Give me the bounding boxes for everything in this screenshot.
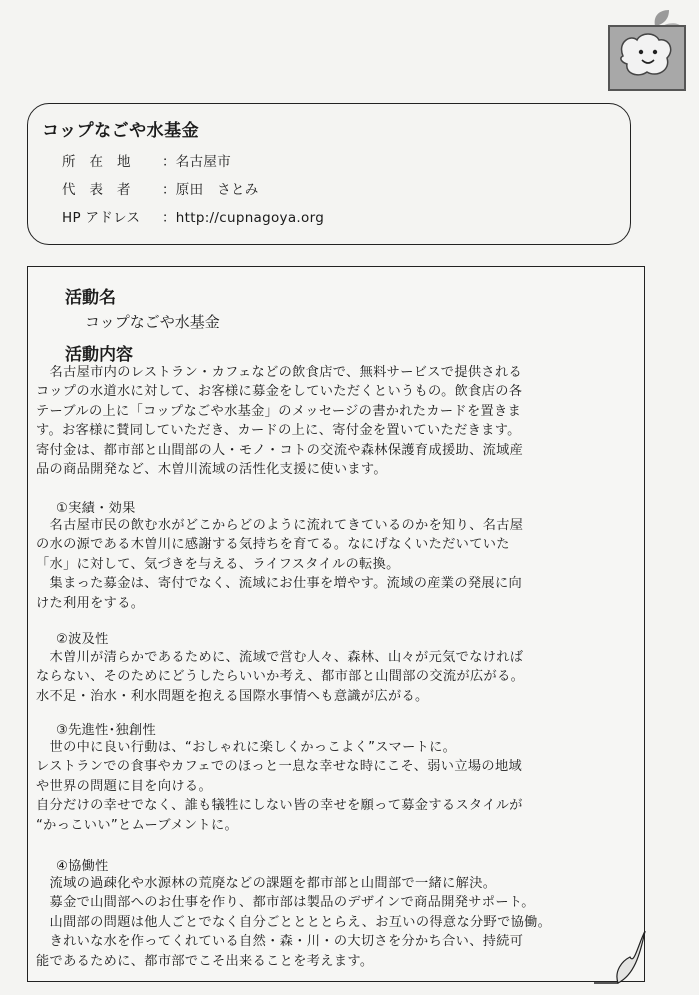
activity-name: コップなごや水基金 xyxy=(85,313,220,331)
text-line: 世の中に良い行動は、“おしゃれに楽しくかっこよく”スマートに。 xyxy=(36,740,457,755)
text-line: コップの水道水に対して、お客様に募金をしていただくというもの。飲食店の各 xyxy=(36,384,523,400)
text-line: きれいな水を作ってくれている自然・森・川・の大切さを分かち合い、持続可 xyxy=(36,934,524,950)
activity-box xyxy=(27,266,645,982)
page-curl-icon xyxy=(594,931,648,985)
text-line: 「水」に対して、気づきを与える、ライフスタイルの転換。 xyxy=(36,556,400,572)
text-line: 寄付金は、都市部と山間部の人・モノ・コトの交流や森林保護育成援助、流域産 xyxy=(36,442,524,458)
text-line: ならない、そのためにどうしたらいいか考え、都市部と山間部の交流が広がる。 xyxy=(36,669,525,685)
section-collaboration-body xyxy=(36,874,640,971)
activity-intro xyxy=(36,363,640,479)
section-collaboration-heading: ④協働性 xyxy=(56,859,109,874)
org-homepage-value: ：http://cupnagoya.org xyxy=(162,210,325,226)
text-line: 集まった募金は、寄付でなく、流域にお仕事を増やす。流域の産業の発展に向 xyxy=(36,576,523,592)
text-line: “かっこいい”とムーブメントに。 xyxy=(36,817,239,833)
activity-content-heading: 活動内容 xyxy=(65,345,133,365)
text-line: や世界の問題に目を向ける。 xyxy=(36,778,212,794)
text-line: 自分だけの幸せでなく、誰も犠牲にしない皆の幸せを願って募金するスタイルが xyxy=(36,798,523,814)
org-representative-label: 代表者 xyxy=(62,182,145,198)
text-line: テーブルの上に「コップなごや水基金」のメッセージの書かれたカードを置きま xyxy=(36,403,522,419)
section-ripple-body xyxy=(36,648,640,706)
section-originality-body xyxy=(36,738,640,835)
text-line: 水不足・治水・利水問題を抱える国際水事情へも意識が広がる。 xyxy=(36,688,429,704)
organization-info-box xyxy=(27,103,631,245)
org-address-label: 所在地 xyxy=(62,154,145,170)
text-line: 流域の過疎化や水源林の荒廃などの課題を都市部と山間部で一緒に解決。 xyxy=(36,876,497,891)
activity-name-heading: 活動名 xyxy=(65,288,116,308)
text-line: す。お客様に賛同していただき、カードの上に、寄付金を置いていただきます。 xyxy=(36,423,521,439)
text-line: の水の源である木曽川に感謝する気持ちを育てる。なにげなくいただいていた xyxy=(36,537,510,553)
org-representative-row xyxy=(62,178,259,198)
org-homepage-label: HP アドレス xyxy=(62,210,141,226)
org-homepage-row xyxy=(62,206,324,226)
section-ripple-heading: ②波及性 xyxy=(56,632,109,647)
text-line: 募金で山間部へのお仕事を作り、都市部は製品のデザインで商品開発サポート。 xyxy=(36,895,535,911)
org-address-value: ：名古屋市 xyxy=(162,154,231,170)
text-line: 木曽川が清らかであるために、流域で営む人々、森林、山々が元気でなければ xyxy=(36,650,524,665)
org-representative-value: ：原田 さとみ xyxy=(162,182,259,198)
section-results-body xyxy=(36,516,640,613)
text-line: 山間部の問題は他人ごとでなく自分ごととととらえ、お互いの得意な分野で協働。 xyxy=(36,914,552,930)
text-line: 能であるために、都市部でこそ出来ることを考えます。 xyxy=(36,953,374,969)
text-line: けた利用をする。 xyxy=(36,595,145,611)
text-line: 名古屋市内のレストラン・カフェなどの飲食店で、無料サービスで提供される xyxy=(36,365,523,380)
text-line: 名古屋市民の飲む水がどこからどのように流れてきているのかを知り、名古屋 xyxy=(36,518,524,533)
section-results-heading: ①実績・効果 xyxy=(56,501,136,516)
text-line: 品の商品開発など、木曽川流域の活性化支援に使います。 xyxy=(36,462,387,478)
section-originality-heading: ③先進性･独創性 xyxy=(56,723,156,738)
organization-title: コップなごや水基金 xyxy=(42,121,200,141)
text-line: レストランでの食事やカフェでのほっと一息な幸せな時にこそ、弱い立場の地域 xyxy=(36,759,523,775)
org-address-row xyxy=(62,150,231,170)
mascot-logo-icon xyxy=(607,8,687,92)
